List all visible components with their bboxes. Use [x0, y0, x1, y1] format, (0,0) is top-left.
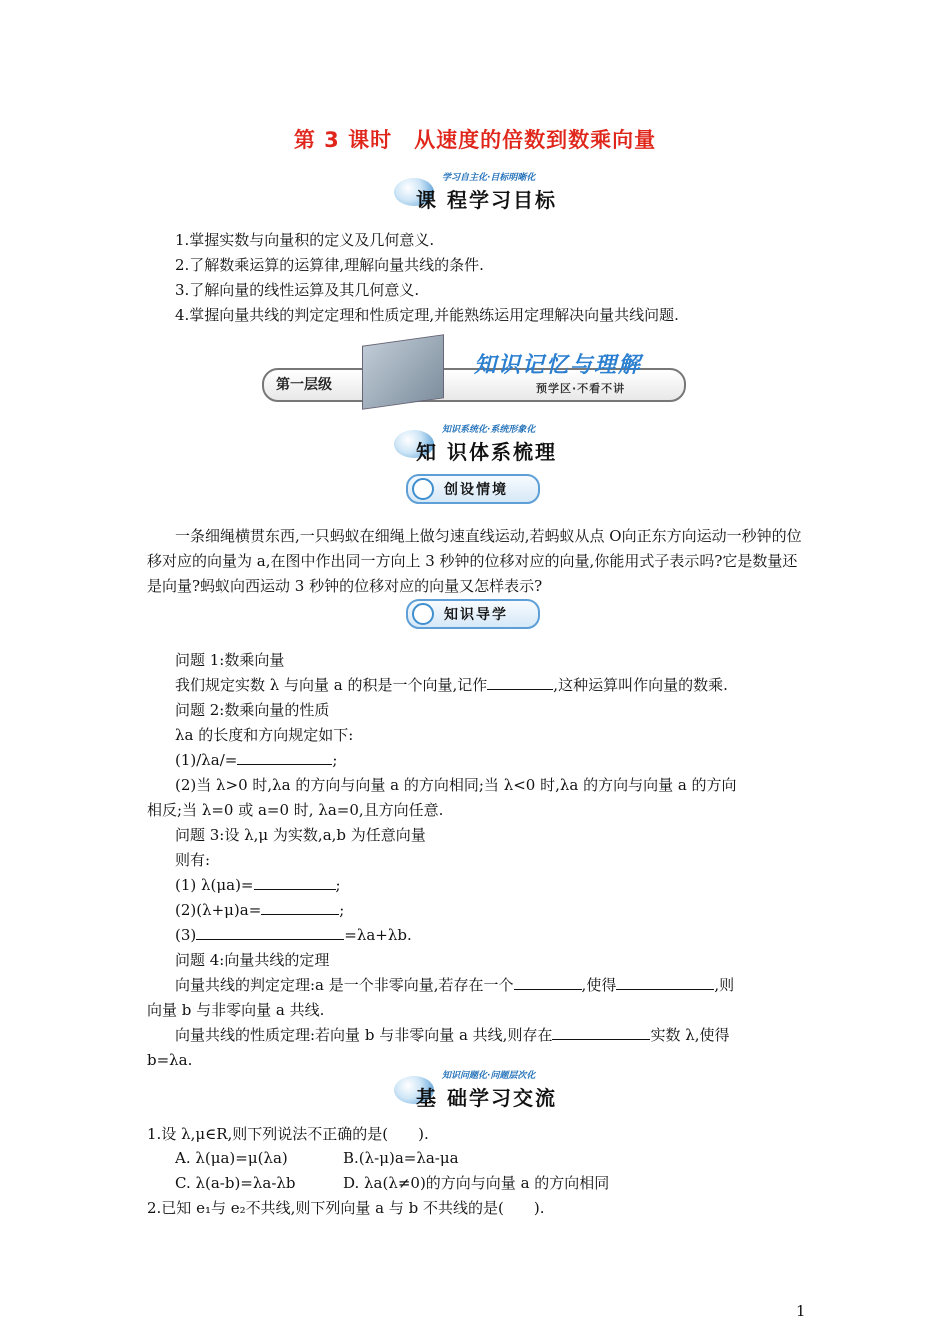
q4-judge-line2: 向量 b 与非零向量 a 共线. [147, 1001, 325, 1019]
q2-item2-line2: 相反;当 λ=0 或 a=0 时, λa=0,且方向任意. [147, 801, 444, 819]
option-b[interactable]: B.(λ-μ)a=λa-μa [343, 1149, 459, 1167]
text-fragment: ,使得 [581, 976, 617, 994]
pill-scenario [406, 474, 540, 504]
fill-blank[interactable] [237, 750, 332, 765]
option-c[interactable]: C. λ(a-b)=λa-λb [175, 1174, 296, 1192]
text-fragment: ,这种运算叫作向量的数乘. [553, 676, 728, 694]
pill-label: 创设情境 [444, 482, 508, 498]
section-title: 知 识体系梳理 [416, 440, 557, 464]
q2-intro: λa 的长度和方向规定如下: [175, 726, 354, 744]
fill-blank[interactable] [487, 675, 553, 690]
goal-item: 4.掌握向量共线的判定定理和性质定理,并能熟练运用定理解决向量共线问题. [175, 306, 679, 324]
page-number: 1 [796, 1302, 806, 1320]
banner-subtitle: 预学区·不看不讲 [536, 382, 626, 395]
text-fragment: (1)/λa/= [175, 751, 238, 769]
text-fragment: ; [332, 751, 338, 769]
section-header-basic [394, 1068, 564, 1112]
pill-label: 知识导学 [444, 607, 508, 623]
q3-item2 [175, 900, 344, 920]
text-fragment: 向量共线的判定定理:a 是一个非零向量,若存在一个 [175, 976, 514, 994]
fill-blank[interactable] [616, 975, 714, 990]
text-fragment: 我们规定实数 λ 与向量 a 的积是一个向量,记作 [175, 676, 488, 694]
clock-icon [412, 603, 434, 625]
goal-item: 2.了解数乘运算的运算律,理解向量共线的条件. [175, 256, 484, 274]
page-title: 第 3 课时 从速度的倍数到数乘向量 [293, 128, 657, 152]
q3-title: 问题 3:设 λ,μ 为实数,a,b 为任意向量 [175, 826, 426, 844]
section-header-knowledge [394, 422, 564, 466]
text-fragment: 向量共线的性质定理:若向量 b 与非零向量 a 共线,则存在 [175, 1026, 553, 1044]
option-d[interactable]: D. λa(λ≠0)的方向与向量 a 的方向相同 [343, 1174, 610, 1192]
clock-icon [412, 478, 434, 500]
section-header-goals [394, 170, 564, 214]
text-fragment: 实数 λ,使得 [650, 1026, 730, 1044]
q2-title: 问题 2:数乘向量的性质 [175, 701, 330, 719]
q3-then: 则有: [175, 851, 211, 869]
banner-title: 知识记忆与理解 [474, 353, 643, 378]
exercise-2: 2.已知 e₁与 e₂不共线,则下列向量 a 与 b 不共线的是( ). [147, 1199, 545, 1217]
section-title: 课 程学习目标 [416, 188, 557, 212]
level-banner [262, 330, 688, 412]
q3-item3 [175, 925, 412, 945]
fill-blank[interactable] [196, 925, 344, 940]
q3-item1 [175, 875, 341, 895]
banner-level: 第一层级 [276, 377, 332, 393]
section-tag: 知识问题化·问题层次化 [442, 1071, 536, 1081]
option-a[interactable]: A. λ(μa)=μ(λa) [175, 1149, 288, 1167]
scenario-paragraph: 一条细绳横贯东西,一只蚂蚁在细绳上做匀速直线运动,若蚂蚁从点 O向正东方向运动一秒钟的位移对应的向量为 a,在图中作出同一方向上 3 秒钟的位移对应的向量,你能用式子表示吗?它是数量还是向量?蚂蚁向西运动 3 秒钟的位移对应的向量又怎样表示? [147, 527, 802, 595]
section-tag: 学习自主化·目标明晰化 [442, 173, 536, 183]
q4-title: 问题 4:向量共线的定理 [175, 951, 330, 969]
q4-judge [175, 975, 734, 995]
text-fragment: (2)(λ+μ)a= [175, 901, 262, 919]
goal-item: 1.掌握实数与向量积的定义及几何意义. [175, 231, 435, 249]
book-icon [362, 334, 444, 410]
section-tag: 知识系统化·系统形象化 [442, 425, 536, 435]
text-fragment: ; [335, 876, 341, 894]
q1-definition [175, 675, 728, 695]
section-title: 基 础学习交流 [416, 1086, 557, 1110]
text-fragment: ,则 [714, 976, 735, 994]
pill-guide [406, 599, 540, 629]
text-fragment: =λa+λb. [344, 926, 412, 944]
text-fragment: (3) [175, 926, 197, 944]
text-fragment: ; [339, 901, 345, 919]
goal-item: 3.了解向量的线性运算及其几何意义. [175, 281, 420, 299]
exercise-1: 1.设 λ,μ∈R,则下列说法不正确的是( ). [147, 1125, 429, 1143]
fill-blank[interactable] [261, 900, 339, 915]
q2-item2-line1: (2)当 λ>0 时,λa 的方向与向量 a 的方向相同;当 λ<0 时,λa 的方向与向量 a 的方向 [175, 776, 737, 794]
q2-item1 [175, 750, 337, 770]
fill-blank[interactable] [552, 1025, 650, 1040]
fill-blank[interactable] [254, 875, 336, 890]
text-fragment: (1) λ(μa)= [175, 876, 254, 894]
q4-property-line2: b=λa. [147, 1051, 193, 1069]
fill-blank[interactable] [514, 975, 582, 990]
q4-property [175, 1025, 730, 1045]
q1-title: 问题 1:数乘向量 [175, 651, 285, 669]
